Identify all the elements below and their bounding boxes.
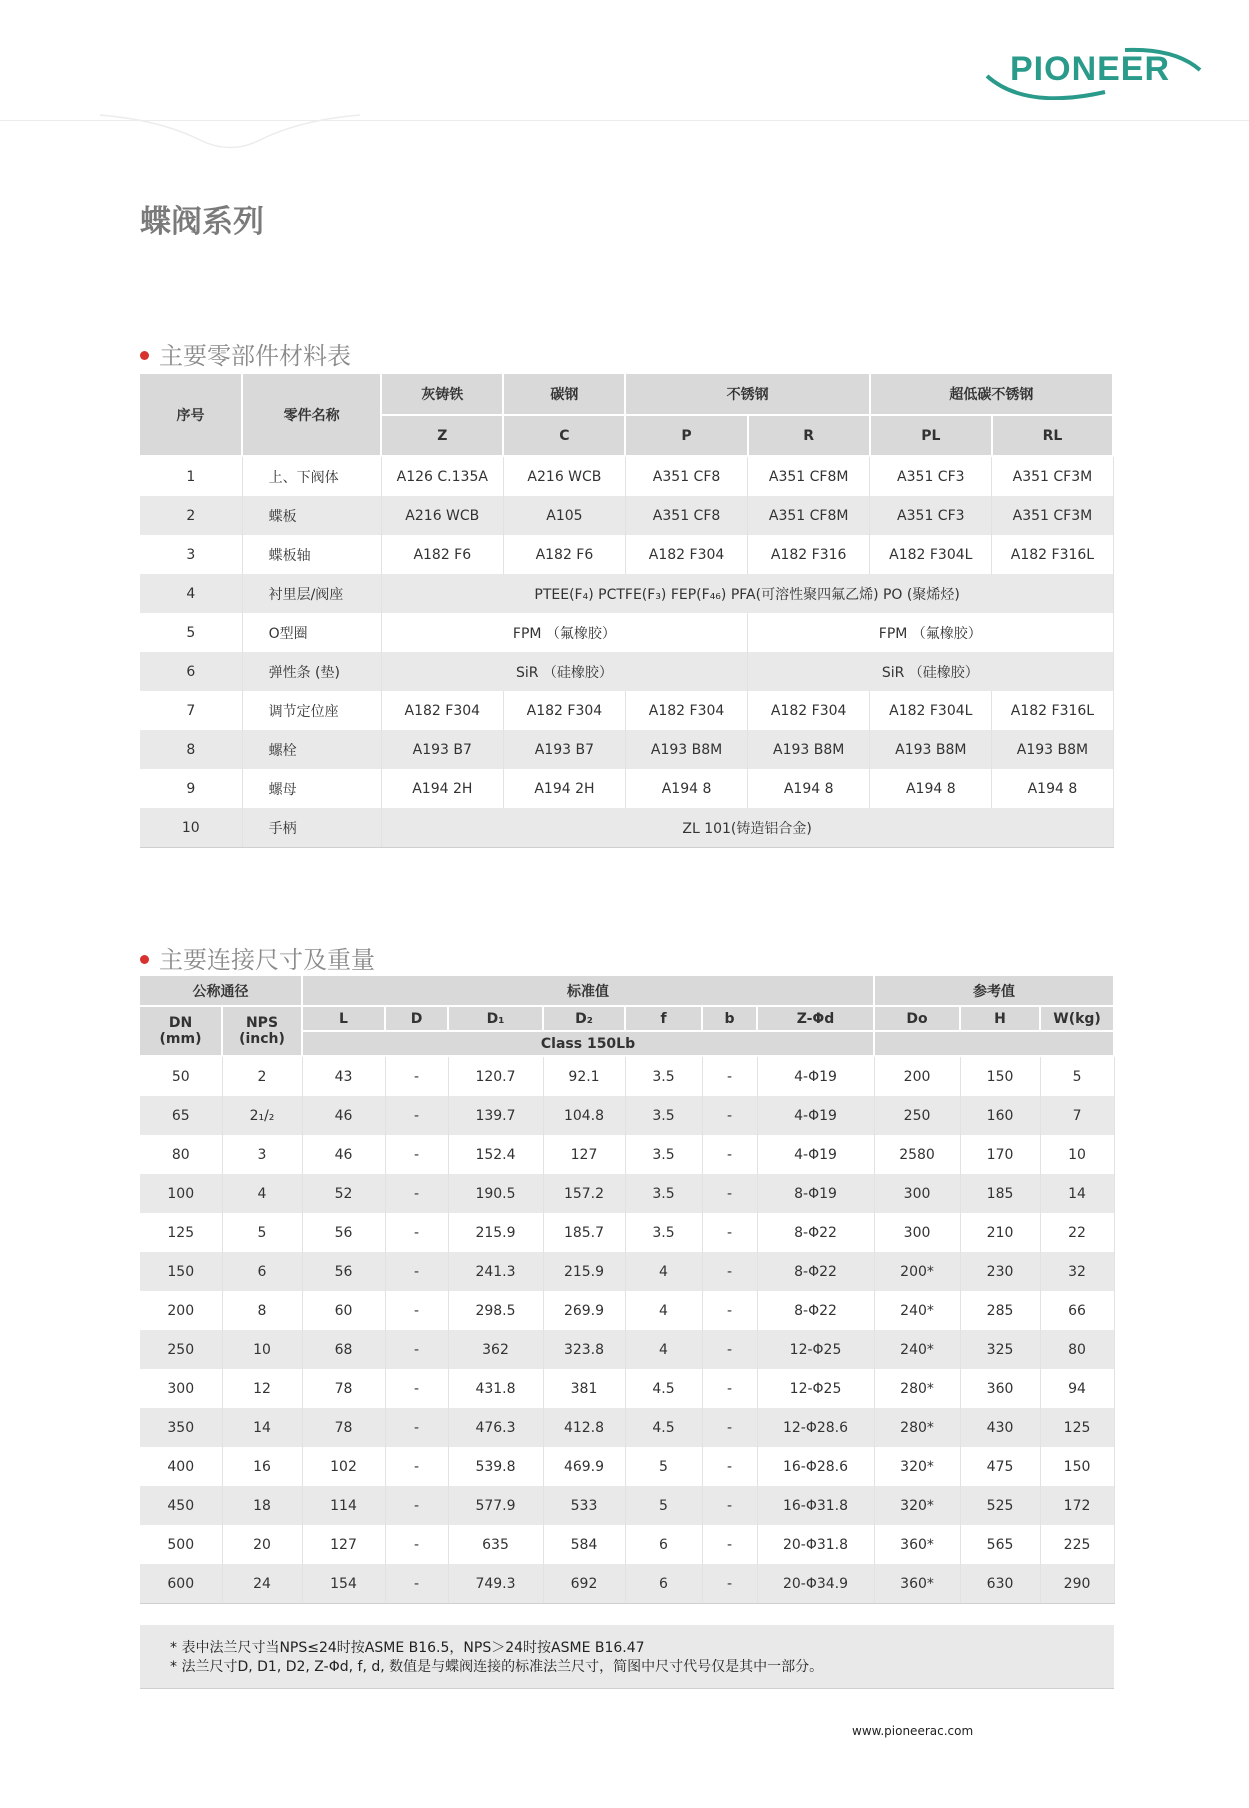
data-cell: 285	[960, 1291, 1040, 1330]
data-cell: 125	[140, 1213, 222, 1252]
data-cell: 12-Φ25	[757, 1330, 874, 1369]
material-cell: A182 F6	[381, 535, 503, 574]
brand-logo[interactable]: PIONEER	[1010, 50, 1171, 88]
table-row	[140, 1447, 1114, 1486]
data-cell: 160	[960, 1096, 1040, 1135]
data-cell: 250	[140, 1330, 222, 1369]
footnotes	[140, 1625, 1114, 1689]
data-cell: 5	[222, 1213, 302, 1252]
header-code-rl: RL	[992, 415, 1113, 456]
material-cell: A193 B8M	[870, 730, 992, 769]
data-cell: 43	[302, 1056, 385, 1096]
table-row	[140, 1486, 1114, 1525]
data-cell: 157.2	[543, 1174, 625, 1213]
data-cell: -	[385, 1291, 448, 1330]
data-cell: 280*	[874, 1369, 960, 1408]
data-cell: 152.4	[448, 1135, 543, 1174]
data-cell: 5	[1040, 1056, 1114, 1096]
material-cell: A105	[503, 496, 625, 535]
material-cell: A193 B8M	[748, 730, 870, 769]
material-cell: A194 2H	[381, 769, 503, 808]
data-cell: 2580	[874, 1135, 960, 1174]
table-row	[140, 1252, 1114, 1291]
data-cell: 320*	[874, 1447, 960, 1486]
data-cell: 4.5	[625, 1369, 702, 1408]
banner-curve	[100, 110, 360, 160]
table-row	[140, 574, 1113, 613]
column-header: L	[302, 1006, 385, 1031]
data-cell: 170	[960, 1135, 1040, 1174]
data-cell: 125	[1040, 1408, 1114, 1447]
data-cell: 60	[302, 1291, 385, 1330]
material-cell: A182 F304L	[870, 691, 992, 730]
material-cell: A182 F304L	[870, 535, 992, 574]
data-cell: 5	[625, 1447, 702, 1486]
data-cell: 185.7	[543, 1213, 625, 1252]
row-number: 2	[140, 496, 242, 535]
data-cell: -	[385, 1096, 448, 1135]
data-cell: 4	[625, 1291, 702, 1330]
data-cell: 381	[543, 1369, 625, 1408]
material-cell: A182 F304	[625, 535, 747, 574]
data-cell: -	[385, 1447, 448, 1486]
data-cell: 139.7	[448, 1096, 543, 1135]
row-number: 10	[140, 808, 242, 848]
data-cell: 3.5	[625, 1174, 702, 1213]
table-row	[140, 1213, 1114, 1252]
part-name: 上、下阀体	[242, 456, 381, 496]
material-cell: A194 8	[992, 769, 1113, 808]
data-cell: 300	[140, 1369, 222, 1408]
data-cell: 3.5	[625, 1056, 702, 1096]
data-cell: 24	[222, 1564, 302, 1604]
material-cell: A182 F304	[381, 691, 503, 730]
data-cell: 450	[140, 1486, 222, 1525]
material-span-cell: ZL 101(铸造铝合金)	[381, 808, 1113, 848]
data-cell: 46	[302, 1096, 385, 1135]
data-cell: -	[385, 1525, 448, 1564]
table-row	[140, 1564, 1114, 1604]
material-cell: A351 CF3	[870, 456, 992, 496]
material-cell: A216 WCB	[381, 496, 503, 535]
column-header: W(kg)	[1040, 1006, 1114, 1031]
data-cell: -	[385, 1486, 448, 1525]
data-cell: 46	[302, 1135, 385, 1174]
column-header: H	[960, 1006, 1040, 1031]
material-half-cell: FPM （氟橡胶）	[381, 613, 747, 652]
material-cell: A182 F316	[748, 535, 870, 574]
data-cell: 476.3	[448, 1408, 543, 1447]
data-cell: 5	[625, 1486, 702, 1525]
table-row	[140, 808, 1113, 848]
data-cell: 94	[1040, 1369, 1114, 1408]
data-cell: -	[702, 1330, 757, 1369]
material-half-cell: SiR （硅橡胶）	[748, 652, 1113, 691]
material-cell: A182 F304	[503, 691, 625, 730]
data-cell: 114	[302, 1486, 385, 1525]
column-header: Z-Φd	[757, 1006, 874, 1031]
data-cell: 362	[448, 1330, 543, 1369]
table-row	[140, 1135, 1114, 1174]
material-cell: A194 8	[625, 769, 747, 808]
table-row	[140, 1096, 1114, 1135]
data-cell: 577.9	[448, 1486, 543, 1525]
data-cell: 20	[222, 1525, 302, 1564]
material-cell: A182 F6	[503, 535, 625, 574]
data-cell: 298.5	[448, 1291, 543, 1330]
data-cell: 6	[625, 1564, 702, 1604]
data-cell: -	[702, 1486, 757, 1525]
header-code-p: P	[625, 415, 747, 456]
data-cell: 360	[960, 1369, 1040, 1408]
data-cell: 80	[1040, 1330, 1114, 1369]
material-span-cell: PTEE(F₄) PCTFE(F₃) FEP(F₄₆) PFA(可溶性聚四氟乙烯) PO (聚烯烃)	[381, 574, 1113, 613]
part-name: 调节定位座	[242, 691, 381, 730]
material-cell: A351 CF8M	[748, 496, 870, 535]
data-cell: 525	[960, 1486, 1040, 1525]
row-number: 8	[140, 730, 242, 769]
table-row	[140, 1291, 1114, 1330]
data-cell: 18	[222, 1486, 302, 1525]
data-cell: 150	[1040, 1447, 1114, 1486]
footnote-1: * 表中法兰尺寸当NPS≤24时按ASME B16.5，NPS＞24时按ASME B16.47	[170, 1640, 645, 1656]
data-cell: 240*	[874, 1291, 960, 1330]
class-label-blank	[874, 1031, 1114, 1056]
class-label: Class 150Lb	[302, 1031, 874, 1056]
data-cell: 323.8	[543, 1330, 625, 1369]
footnote-2: * 法兰尺寸D, D1, D2, Z-Φd, f, d, 数值是与蝶阀连接的标准法兰尺寸，简图中尺寸代号仅是其中一部分。	[170, 1659, 824, 1675]
header-gray-iron: 灰铸铁	[381, 374, 503, 415]
data-cell: -	[702, 1213, 757, 1252]
data-cell: 12-Φ25	[757, 1369, 874, 1408]
data-cell: 14	[1040, 1174, 1114, 1213]
data-cell: 300	[874, 1213, 960, 1252]
material-cell: A351 CF3M	[992, 496, 1113, 535]
material-cell: A182 F304	[748, 691, 870, 730]
data-cell: 4	[222, 1174, 302, 1213]
header-code-r: R	[748, 415, 870, 456]
data-cell: 7	[1040, 1096, 1114, 1135]
data-cell: 4.5	[625, 1408, 702, 1447]
data-cell: -	[702, 1525, 757, 1564]
data-cell: 4	[625, 1252, 702, 1291]
material-cell: A193 B8M	[992, 730, 1113, 769]
data-cell: 8-Φ22	[757, 1213, 874, 1252]
material-cell: A126 C.135A	[381, 456, 503, 496]
material-cell: A193 B7	[503, 730, 625, 769]
column-header: Do	[874, 1006, 960, 1031]
data-cell: 269.9	[543, 1291, 625, 1330]
material-cell: A351 CF8	[625, 496, 747, 535]
part-name: 蝶板轴	[242, 535, 381, 574]
table-row	[140, 769, 1113, 808]
row-number: 9	[140, 769, 242, 808]
material-cell: A216 WCB	[503, 456, 625, 496]
data-cell: -	[385, 1213, 448, 1252]
data-cell: 12-Φ28.6	[757, 1408, 874, 1447]
data-cell: 78	[302, 1369, 385, 1408]
material-cell: A351 CF8	[625, 456, 747, 496]
data-cell: 8-Φ22	[757, 1252, 874, 1291]
data-cell: 300	[874, 1174, 960, 1213]
data-cell: 10	[1040, 1135, 1114, 1174]
material-half-cell: SiR （硅橡胶）	[381, 652, 747, 691]
data-cell: 120.7	[448, 1056, 543, 1096]
data-cell: 8	[222, 1291, 302, 1330]
data-cell: -	[702, 1096, 757, 1135]
material-cell: A351 CF8M	[748, 456, 870, 496]
data-cell: 100	[140, 1174, 222, 1213]
data-cell: 539.8	[448, 1447, 543, 1486]
data-cell: 225	[1040, 1525, 1114, 1564]
data-cell: -	[702, 1135, 757, 1174]
data-cell: 400	[140, 1447, 222, 1486]
data-cell: 8-Φ22	[757, 1291, 874, 1330]
data-cell: 500	[140, 1525, 222, 1564]
header-no: 序号	[140, 374, 242, 456]
row-number: 4	[140, 574, 242, 613]
data-cell: 584	[543, 1525, 625, 1564]
data-cell: 172	[1040, 1486, 1114, 1525]
data-cell: -	[385, 1408, 448, 1447]
data-cell: 749.3	[448, 1564, 543, 1604]
table-row	[140, 496, 1113, 535]
data-cell: 325	[960, 1330, 1040, 1369]
data-cell: 127	[302, 1525, 385, 1564]
data-cell: 20-Φ34.9	[757, 1564, 874, 1604]
data-cell: 92.1	[543, 1056, 625, 1096]
data-cell: -	[385, 1056, 448, 1096]
data-cell: 3	[222, 1135, 302, 1174]
dimensions-table	[140, 976, 1115, 1604]
data-cell: 2₁/₂	[222, 1096, 302, 1135]
table-row	[140, 456, 1113, 496]
data-cell: -	[702, 1174, 757, 1213]
data-cell: 360*	[874, 1564, 960, 1604]
data-cell: 2	[222, 1056, 302, 1096]
data-cell: 16-Φ28.6	[757, 1447, 874, 1486]
data-cell: 280*	[874, 1408, 960, 1447]
data-cell: -	[385, 1330, 448, 1369]
table-row	[140, 613, 1113, 652]
data-cell: -	[702, 1056, 757, 1096]
data-cell: -	[702, 1408, 757, 1447]
data-cell: -	[385, 1174, 448, 1213]
data-cell: 6	[625, 1525, 702, 1564]
column-header: DN (mm)	[140, 1006, 222, 1056]
data-cell: 104.8	[543, 1096, 625, 1135]
section-title-materials	[140, 336, 351, 371]
bullet-dot-icon	[140, 351, 149, 360]
header-part-name: 零件名称	[242, 374, 381, 456]
part-name: 手柄	[242, 808, 381, 848]
data-cell: 469.9	[543, 1447, 625, 1486]
data-cell: 430	[960, 1408, 1040, 1447]
data-cell: 8-Φ19	[757, 1174, 874, 1213]
column-header: NPS (inch)	[222, 1006, 302, 1056]
data-cell: 150	[960, 1056, 1040, 1096]
part-name: 弹性条 (垫)	[242, 652, 381, 691]
section-title-text: 主要连接尺寸及重量	[159, 946, 375, 974]
data-cell: 630	[960, 1564, 1040, 1604]
row-number: 1	[140, 456, 242, 496]
data-cell: 190.5	[448, 1174, 543, 1213]
materials-table	[140, 374, 1114, 848]
data-cell: 475	[960, 1447, 1040, 1486]
data-cell: 200*	[874, 1252, 960, 1291]
data-cell: 533	[543, 1486, 625, 1525]
table-row	[140, 1525, 1114, 1564]
table-row	[140, 1056, 1114, 1096]
data-cell: 185	[960, 1174, 1040, 1213]
data-cell: 78	[302, 1408, 385, 1447]
table-row	[140, 535, 1113, 574]
material-cell: A194 8	[748, 769, 870, 808]
data-cell: 22	[1040, 1213, 1114, 1252]
material-cell: A351 CF3M	[992, 456, 1113, 496]
row-number: 7	[140, 691, 242, 730]
data-cell: 320*	[874, 1486, 960, 1525]
data-cell: 350	[140, 1408, 222, 1447]
footer-website-link[interactable]: www.pioneerac.com	[852, 1724, 974, 1738]
table-row	[140, 1369, 1114, 1408]
table-row	[140, 652, 1113, 691]
data-cell: 565	[960, 1525, 1040, 1564]
data-cell: 150	[140, 1252, 222, 1291]
data-cell: 230	[960, 1252, 1040, 1291]
material-cell: A182 F304	[625, 691, 747, 730]
data-cell: -	[702, 1564, 757, 1604]
data-cell: 6	[222, 1252, 302, 1291]
part-name: 螺栓	[242, 730, 381, 769]
page-title: 蝶阀系列	[140, 204, 264, 240]
data-cell: 20-Φ31.8	[757, 1525, 874, 1564]
data-cell: 4-Φ19	[757, 1096, 874, 1135]
section-title-dimensions	[140, 940, 375, 975]
part-name: 蝶板	[242, 496, 381, 535]
group-standard-values: 标准值	[302, 976, 874, 1006]
table-row	[140, 730, 1113, 769]
row-number: 5	[140, 613, 242, 652]
part-name: O型圈	[242, 613, 381, 652]
data-cell: 635	[448, 1525, 543, 1564]
material-cell: A182 F316L	[992, 691, 1113, 730]
table-row	[140, 1408, 1114, 1447]
data-cell: 80	[140, 1135, 222, 1174]
data-cell: 68	[302, 1330, 385, 1369]
data-cell: -	[385, 1135, 448, 1174]
data-cell: -	[385, 1369, 448, 1408]
data-cell: 200	[874, 1056, 960, 1096]
data-cell: 65	[140, 1096, 222, 1135]
data-cell: 4-Φ19	[757, 1056, 874, 1096]
data-cell: 360*	[874, 1525, 960, 1564]
data-cell: 240*	[874, 1330, 960, 1369]
header-carbon-steel: 碳钢	[503, 374, 625, 415]
data-cell: 56	[302, 1252, 385, 1291]
data-cell: 431.8	[448, 1369, 543, 1408]
data-cell: 127	[543, 1135, 625, 1174]
table-row	[140, 1174, 1114, 1213]
table-row	[140, 691, 1113, 730]
column-header: D₁	[448, 1006, 543, 1031]
part-name: 衬里层/阀座	[242, 574, 381, 613]
material-half-cell: FPM （氟橡胶）	[748, 613, 1113, 652]
data-cell: 412.8	[543, 1408, 625, 1447]
row-number: 3	[140, 535, 242, 574]
data-cell: -	[702, 1369, 757, 1408]
data-cell: 600	[140, 1564, 222, 1604]
data-cell: 3.5	[625, 1213, 702, 1252]
data-cell: -	[385, 1252, 448, 1291]
material-cell: A194 8	[870, 769, 992, 808]
header-code-c: C	[503, 415, 625, 456]
data-cell: 50	[140, 1056, 222, 1096]
data-cell: 52	[302, 1174, 385, 1213]
data-cell: 32	[1040, 1252, 1114, 1291]
data-cell: 56	[302, 1213, 385, 1252]
material-cell: A351 CF3	[870, 496, 992, 535]
data-cell: 241.3	[448, 1252, 543, 1291]
group-reference-values: 参考值	[874, 976, 1114, 1006]
header-stainless: 不锈钢	[625, 374, 869, 415]
data-cell: -	[702, 1291, 757, 1330]
column-header: D	[385, 1006, 448, 1031]
data-cell: 10	[222, 1330, 302, 1369]
data-cell: 4-Φ19	[757, 1135, 874, 1174]
bullet-dot-icon	[140, 955, 149, 964]
data-cell: 215.9	[448, 1213, 543, 1252]
data-cell: -	[385, 1564, 448, 1604]
data-cell: 16	[222, 1447, 302, 1486]
column-header: f	[625, 1006, 702, 1031]
header-code-pl: PL	[870, 415, 992, 456]
material-cell: A193 B8M	[625, 730, 747, 769]
material-cell: A182 F316L	[992, 535, 1113, 574]
data-cell: 16-Φ31.8	[757, 1486, 874, 1525]
data-cell: -	[702, 1447, 757, 1486]
header-code-z: Z	[381, 415, 503, 456]
section-title-text: 主要零部件材料表	[159, 342, 351, 370]
part-name: 螺母	[242, 769, 381, 808]
data-cell: 210	[960, 1213, 1040, 1252]
column-header: D₂	[543, 1006, 625, 1031]
material-cell: A193 B7	[381, 730, 503, 769]
data-cell: 102	[302, 1447, 385, 1486]
data-cell: 14	[222, 1408, 302, 1447]
data-cell: 66	[1040, 1291, 1114, 1330]
data-cell: 692	[543, 1564, 625, 1604]
header-low-carbon-stainless: 超低碳不锈钢	[870, 374, 1113, 415]
column-header: b	[702, 1006, 757, 1031]
data-cell: 4	[625, 1330, 702, 1369]
data-cell: 154	[302, 1564, 385, 1604]
row-number: 6	[140, 652, 242, 691]
data-cell: 3.5	[625, 1096, 702, 1135]
data-cell: -	[702, 1252, 757, 1291]
data-cell: 3.5	[625, 1135, 702, 1174]
data-cell: 250	[874, 1096, 960, 1135]
group-nominal-size: 公称通径	[140, 976, 302, 1006]
table-row	[140, 1330, 1114, 1369]
data-cell: 290	[1040, 1564, 1114, 1604]
data-cell: 200	[140, 1291, 222, 1330]
data-cell: 215.9	[543, 1252, 625, 1291]
material-cell: A194 2H	[503, 769, 625, 808]
data-cell: 12	[222, 1369, 302, 1408]
